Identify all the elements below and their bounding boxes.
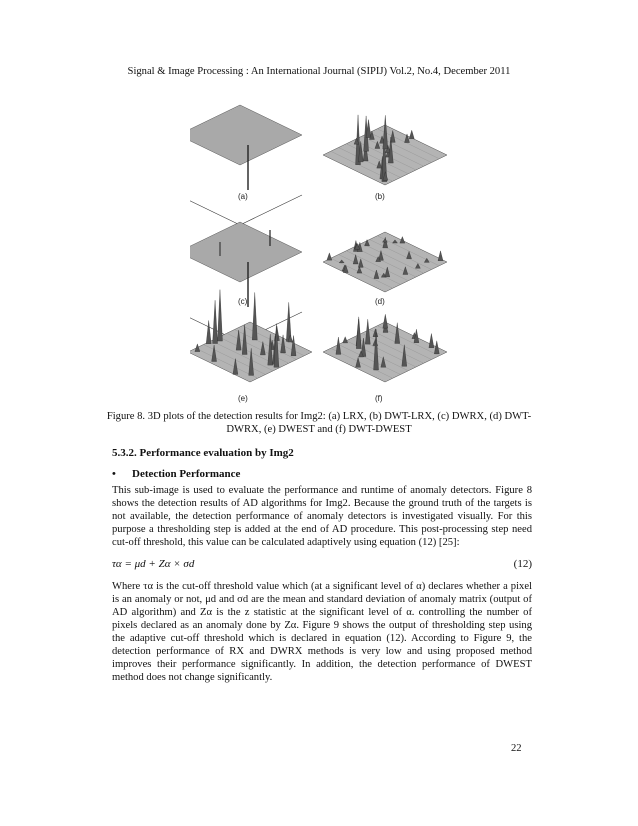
equation-text: τα = μd + Zα × σd	[112, 558, 195, 570]
peak-e	[213, 300, 218, 343]
peak-d	[327, 253, 332, 260]
panel-label-e: (e)	[238, 394, 248, 403]
axis-x-a	[190, 195, 240, 225]
panel-label-d: (d)	[375, 297, 385, 306]
equation-12	[112, 558, 532, 570]
peak-e	[252, 292, 257, 340]
page-header: Signal & Image Processing : An International Journal (SIPIJ) Vol.2, No.4, December 2011	[127, 66, 511, 77]
peak-e	[217, 290, 222, 341]
caption-line-1: Figure 8. 3D plots of the detection results for Img2: (a) LRX, (b) DWT-LRX, (c) DWRX, (d) DWT-	[106, 411, 532, 422]
panel-label-a: (a)	[238, 192, 248, 201]
section-heading: 5.3.2. Performance evaluation by Img2	[112, 447, 294, 459]
peak-e	[206, 320, 211, 343]
bullet-symbol: •	[112, 468, 116, 480]
paragraph-2: Where τα is the cut-off threshold value which (at a significant level of α) declares whether a pixel is an anomaly or not, μd and σd are the mean and standard deviation of anomaly matrix (output of AD algorithm) and Zα is the z statistic at the significant level of α. controlling the number of pixels declared as an anomaly done by Zα. Figure 9 shows the output of thresholding step using the adaptive cut-off threshold which is declared in equation (12). According to Figure 9, the detection performance of RX and DWRX methods is very low and using proposed method improves their performance significantly. In addition, the detection performance of DWEST method does not change significantly.	[112, 581, 532, 683]
page-number: 22	[511, 743, 522, 754]
peak-f	[343, 337, 348, 343]
surface-a	[190, 105, 302, 165]
peak-d	[438, 251, 443, 261]
bullet-text: Detection Performance	[132, 468, 241, 480]
figure-8-plots	[190, 90, 460, 402]
figure-caption	[88, 410, 550, 436]
panel-label-b: (b)	[375, 192, 385, 201]
axis-y-a	[240, 195, 302, 225]
peak-f	[383, 314, 388, 328]
peak-b	[409, 130, 414, 139]
peak-f	[429, 334, 434, 348]
bullet-item	[112, 468, 240, 480]
panel-label-c: (c)	[238, 297, 248, 306]
figure-8	[190, 90, 460, 402]
peak-f	[356, 317, 361, 349]
equation-number: (12)	[513, 558, 532, 570]
panel-label-f: (f)	[375, 394, 383, 403]
caption-line-2: DWRX, (e) DWEST and (f) DWT-DWEST	[226, 424, 412, 435]
surface-c	[190, 222, 302, 282]
paragraph-1: This sub-image is used to evaluate the performance and runtime of anomaly detectors. Figure 8 shows the detection results of AD algorithms for Img2. Because the ground truth of the targets is not available, the detection performance of anomaly detectors is investigated visually. For this purpose a thresholding step is added at the end of AD procedure. This post-processing step need cut-off threshold, this value can be calculated adaptively using equation (12) [25]:	[112, 485, 532, 548]
